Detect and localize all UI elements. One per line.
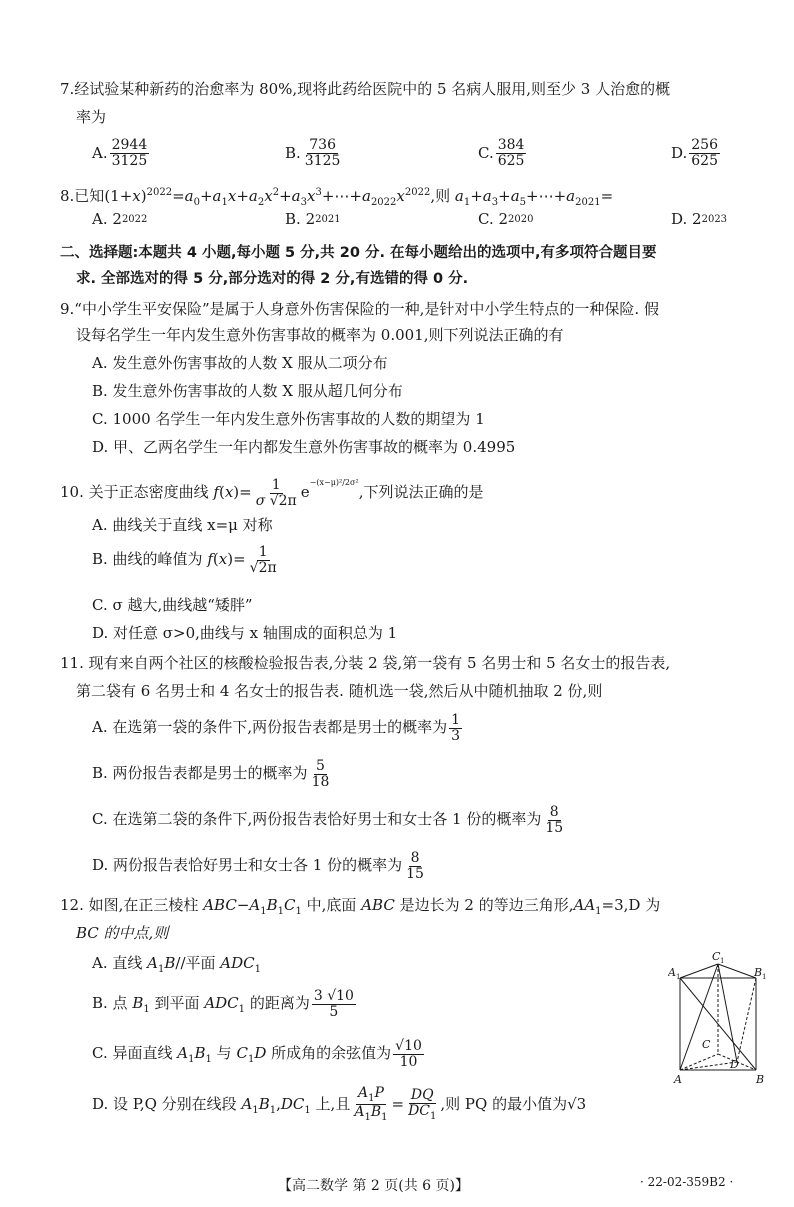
q8-option-d: D. 2 2023 — [671, 210, 728, 228]
q10-option-a: A. 曲线关于直线 x=μ 对称 — [92, 516, 273, 534]
q12-option-d: D. 设 P,Q 分别在线段 $A_1B_1,DC_1$ 上,且 $\frac{A_1P}{A_1B_1}$ = $\frac{DQ}{DC_1}$ ,则 PQ 的最小值为√3 — [92, 1085, 587, 1124]
q7-option-b: B. $\frac{736}{3125}$ — [285, 137, 341, 169]
q7-options — [92, 138, 794, 168]
q12-line1: 12. 如图,在正三棱柱 $ABC-A_1B_1C_1$ 中,底面 ABC 是边长为 2 的等边三角形$,AA_1=3,D$ 为 — [60, 896, 661, 917]
label-a1: A — [668, 966, 676, 979]
q8-stem: 8.已知$(1+x)^{2022}=a_0+a_1x+a_2x^2+a_3x^3+\cdots+a_{2022}x^{2022}$,则 $a_1+a_3+a_5+\cdots+a_{2021}=$ — [60, 187, 614, 208]
q9-option-c: C. 1000 名学生一年内发生意外伤害事故的人数的期望为 1 — [92, 410, 485, 428]
q12-option-a: A. 直线 $A_1B//$平面 $ADC_1$ — [92, 954, 262, 975]
q8-option-b: B. 2 2021 — [285, 210, 341, 228]
q7-option-d: D. $\frac{256}{625}$ — [671, 137, 718, 169]
q9-option-d: D. 甲、乙两名学生一年内都发生意外伤害事故的概率为 0.4995 — [92, 438, 516, 456]
q8-options — [92, 210, 794, 228]
q11-option-d: D. 两份报告表恰好男士和女士各 1 份的概率为 $\frac{8}{15}$ — [92, 849, 424, 882]
label-c: C — [702, 1038, 711, 1051]
label-b: B — [756, 1073, 765, 1086]
edge-a-c — [680, 1054, 718, 1070]
footer-code: · 22-02-359B2 · — [640, 1175, 734, 1189]
q10-option-c: C. σ 越大,曲线越“矮胖” — [92, 596, 253, 614]
line-c1-d — [718, 964, 737, 1062]
section2-heading-line1: 二、选择题:本题共 4 小题,每小题 5 分,共 20 分. 在每小题给出的选项中,有多项符合题目要 — [60, 245, 657, 261]
q11-option-b: B. 两份报告表都是男士的概率为 $\frac{5}{18}$ — [92, 757, 330, 790]
q7-line1: 7.经试验某种新药的治愈率为 80%,现将此药给医院中的 5 名病人服用,则至少 3 人治愈的概 — [60, 80, 671, 98]
q9-option-b: B. 发生意外伤害事故的人数 X 服从超几何分布 — [92, 382, 403, 400]
label-d: D — [730, 1058, 739, 1071]
q12-option-b: B. 点 $B_1$ 到平面 $ADC_1$ 的距离为 $\frac{3 √10}{5}$ — [92, 987, 354, 1020]
edge-a1-c1 — [680, 964, 718, 978]
q8-option-c: C. 2 2020 — [478, 210, 534, 228]
q10-stem: 10. 关于正态密度曲线 f(x)= $\frac{1}{\sigma √2\pi}$ $e^{-(x-\mu)^2/2\sigma^2}$,下列说法正确的是 — [60, 476, 484, 509]
label-a: A — [674, 1073, 682, 1086]
q9-option-a: A. 发生意外伤害事故的人数 X 服从二项分布 — [92, 354, 388, 372]
line-a-d — [680, 1062, 737, 1070]
q11-line1: 11. 现有来自两个社区的核酸检验报告表,分装 2 袋,第一袋有 5 名男士和 5 名女士的报告表, — [60, 654, 671, 672]
q9-line2: 设每名学生一年内发生意外伤害事故的概率为 0.001,则下列说法正确的有 — [76, 326, 564, 344]
label-c1: C — [712, 950, 721, 963]
q12-line2: BC 的中点,则 — [76, 924, 169, 942]
q10-option-b: B. 曲线的峰值为 f(x)= $\frac{1}{√2\pi}$ — [92, 543, 277, 576]
q7-option-a: A. $\frac{2944}{3125}$ — [92, 137, 148, 169]
q11-option-c: C. 在选第二袋的条件下,两份报告表恰好男士和女士各 1 份的概率为 $\frac{8}{15}$ — [92, 803, 564, 836]
label-b1-sub: 1 — [762, 973, 767, 981]
q9-line1: 9.“中小学生平安保险”是属于人身意外伤害保险的一种,是针对中小学生特点的一种保险. 假 — [60, 300, 659, 318]
label-a1-sub: 1 — [676, 973, 681, 981]
line-b1-d — [737, 978, 756, 1062]
label-c1-sub: 1 — [720, 957, 725, 965]
footer-page-info: 【高二数学 第 2 页(共 6 页)】 — [278, 1178, 469, 1194]
prism-figure — [668, 950, 774, 1086]
q12-option-c: C. 异面直线 $A_1B_1$ 与 $C_1D$ 所成角的余弦值为 $\frac{√10}{10}$ — [92, 1037, 422, 1070]
q11-option-a: A. 在选第一袋的条件下,两份报告表都是男士的概率为 $\frac{1}{3}$ — [92, 711, 461, 744]
q10-option-d: D. 对任意 σ>0,曲线与 x 轴围成的面积总为 1 — [92, 624, 398, 642]
edge-c1-b1 — [718, 964, 756, 978]
label-b1: B — [754, 966, 763, 979]
section2-heading-line2: 求. 全部选对的得 5 分,部分选对的得 2 分,有选错的得 0 分. — [76, 271, 469, 287]
q7-option-c: C. $\frac{384}{625}$ — [478, 137, 525, 169]
q11-line2: 第二袋有 6 名男士和 4 名女士的报告表. 随机选一袋,然后从中随机抽取 2 份,则 — [76, 682, 603, 700]
q8-option-a: A. 2 2022 — [92, 210, 148, 228]
q7-line2: 率为 — [76, 108, 107, 126]
